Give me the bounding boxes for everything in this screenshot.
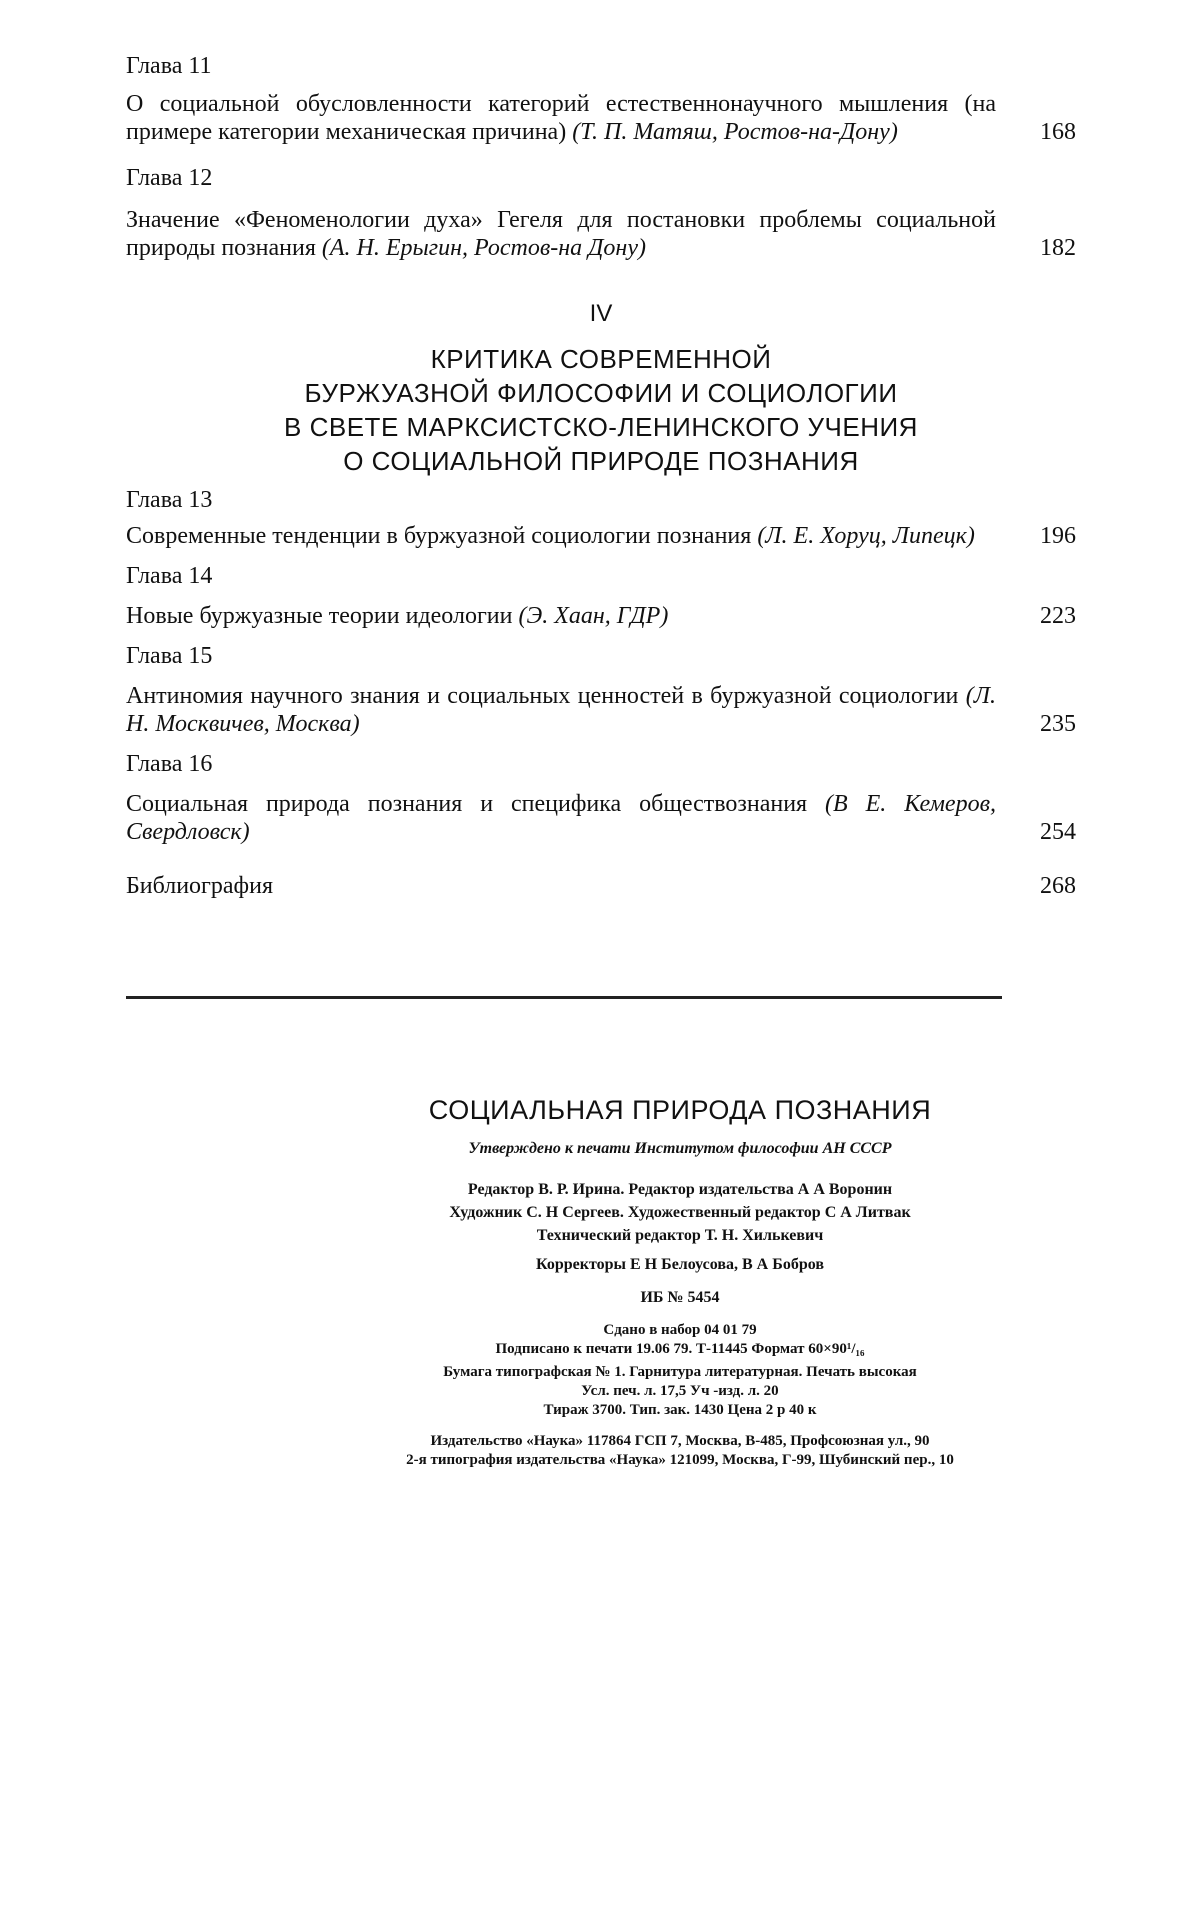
chapter-14-text: Новые буржуазные теории идеологии: [126, 603, 519, 629]
chapter-13-label: Глава 13: [126, 487, 213, 513]
print-line-2: Подписано к печати 19.06 79. Т-11445 Формат 60×90¹/₁₆: [495, 1341, 865, 1357]
ib-number: ИБ № 5454: [640, 1289, 720, 1306]
section-number: IV: [589, 300, 613, 327]
section-title-line-2: БУРЖУАЗНОЙ ФИЛОСОФИИ И СОЦИОЛОГИИ: [304, 378, 898, 408]
book-title: СОЦИАЛЬНАЯ ПРИРОДА ПОЗНАНИЯ: [428, 1095, 932, 1125]
chapter-14-page: 223: [1040, 603, 1076, 629]
chapter-15-title: [126, 682, 996, 738]
editors-line-1: Редактор В. Р. Ирина. Редактор издательства А А Воронин: [467, 1181, 893, 1198]
section-title: [126, 342, 1076, 478]
toc-entry-chapter-15: [126, 682, 1076, 738]
chapter-11-title: [126, 90, 996, 146]
chapter-11-author: (Т. П. Матяш, Ростов-на-Дону): [572, 119, 898, 145]
approval-line: Утверждено к печати Институтом философии АН СССР: [468, 1140, 892, 1157]
print-line-5: Тираж 3700. Тип. зак. 1430 Цена 2 р 40 к: [543, 1402, 817, 1418]
chapter-12-text: Значение «Феноменологии духа» Гегеля для постановки проблемы социальной природы познания: [126, 207, 996, 261]
chapter-12-page: 182: [1040, 235, 1076, 261]
print-line-3: Бумага типографская № 1. Гарнитура литературная. Печать высокая: [443, 1364, 917, 1380]
chapter-16-title: [126, 790, 996, 846]
chapter-15-text: Антиномия научного знания и социальных ценностей в буржуазной социологии: [126, 683, 966, 709]
toc-entry-bibliography: [126, 872, 1076, 900]
chapter-16-author: (В Е. Кемеров, Свердловск): [126, 791, 996, 845]
publisher-line-1: Издательство «Наука» 117864 ГСП 7, Москва, В-485, Профсоюзная ул., 90: [430, 1433, 930, 1449]
chapter-12-title: [126, 206, 996, 262]
toc-entry-chapter-14: [126, 602, 1076, 630]
chapter-13-page: 196: [1040, 523, 1076, 549]
section-title-line-1: КРИТИКА СОВРЕМЕННОЙ: [430, 344, 772, 374]
colophon: [280, 1095, 1080, 1470]
chapter-15-author: (Л. Н. Москвичев, Москва): [126, 683, 996, 737]
divider-rule: [126, 996, 1002, 999]
chapter-11-label: Глава 11: [126, 53, 212, 79]
toc-entry-chapter-12: [126, 206, 1076, 262]
chapter-11-page: 168: [1040, 119, 1076, 145]
chapter-14-title: [126, 602, 996, 630]
editors-line-3: Технический редактор Т. Н. Хилькевич: [536, 1227, 824, 1244]
chapter-13-text: Современные тенденции в буржуазной социологии познания: [126, 523, 758, 549]
publisher-line-2: 2-я типография издательства «Наука» 121099, Москва, Г-99, Шубинский пер., 10: [406, 1452, 954, 1468]
chapter-13-title: [126, 522, 996, 550]
bibliography-label: Библиография: [126, 873, 273, 899]
chapter-16-text: Социальная природа познания и специфика обществознания: [126, 791, 826, 817]
section-title-line-3: В СВЕТЕ МАРКСИСТСКО-ЛЕНИНСКОГО УЧЕНИЯ: [284, 412, 918, 442]
chapter-11-text: О социальной обусловленности категорий естественнонаучного мышления (на примере категории механическая причина): [126, 91, 996, 145]
chapter-13-author: (Л. Е. Хоруц, Липецк): [757, 523, 975, 549]
chapter-15-page: 235: [1040, 711, 1076, 737]
chapter-16-label: Глава 16: [126, 751, 213, 777]
print-line-4: Усл. печ. л. 17,5 Уч -изд. л. 20: [581, 1383, 779, 1399]
table-of-contents: [126, 52, 1076, 900]
chapter-12-label: Глава 12: [126, 165, 213, 191]
bibliography-page: 268: [1040, 873, 1076, 899]
section-title-line-4: О СОЦИАЛЬНОЙ ПРИРОДЕ ПОЗНАНИЯ: [343, 446, 859, 476]
chapter-16-page: 254: [1040, 819, 1076, 845]
toc-entry-chapter-16: [126, 790, 1076, 846]
chapter-15-label: Глава 15: [126, 643, 213, 669]
chapter-12-author: (А. Н. Ерыгин, Ростов-на Дону): [321, 235, 646, 261]
toc-entry-chapter-13: [126, 522, 1076, 550]
chapter-14-author: (Э. Хаан, ГДР): [518, 603, 669, 629]
correctors-line: Корректоры Е Н Белоусова, В А Бобров: [536, 1256, 824, 1273]
print-line-1: Сдано в набор 04 01 79: [603, 1322, 757, 1338]
chapter-14-label: Глава 14: [126, 563, 213, 589]
editors-line-2: Художник С. Н Сергеев. Художественный редактор С А Литвак: [449, 1204, 911, 1221]
toc-entry-chapter-11: [126, 90, 1076, 146]
